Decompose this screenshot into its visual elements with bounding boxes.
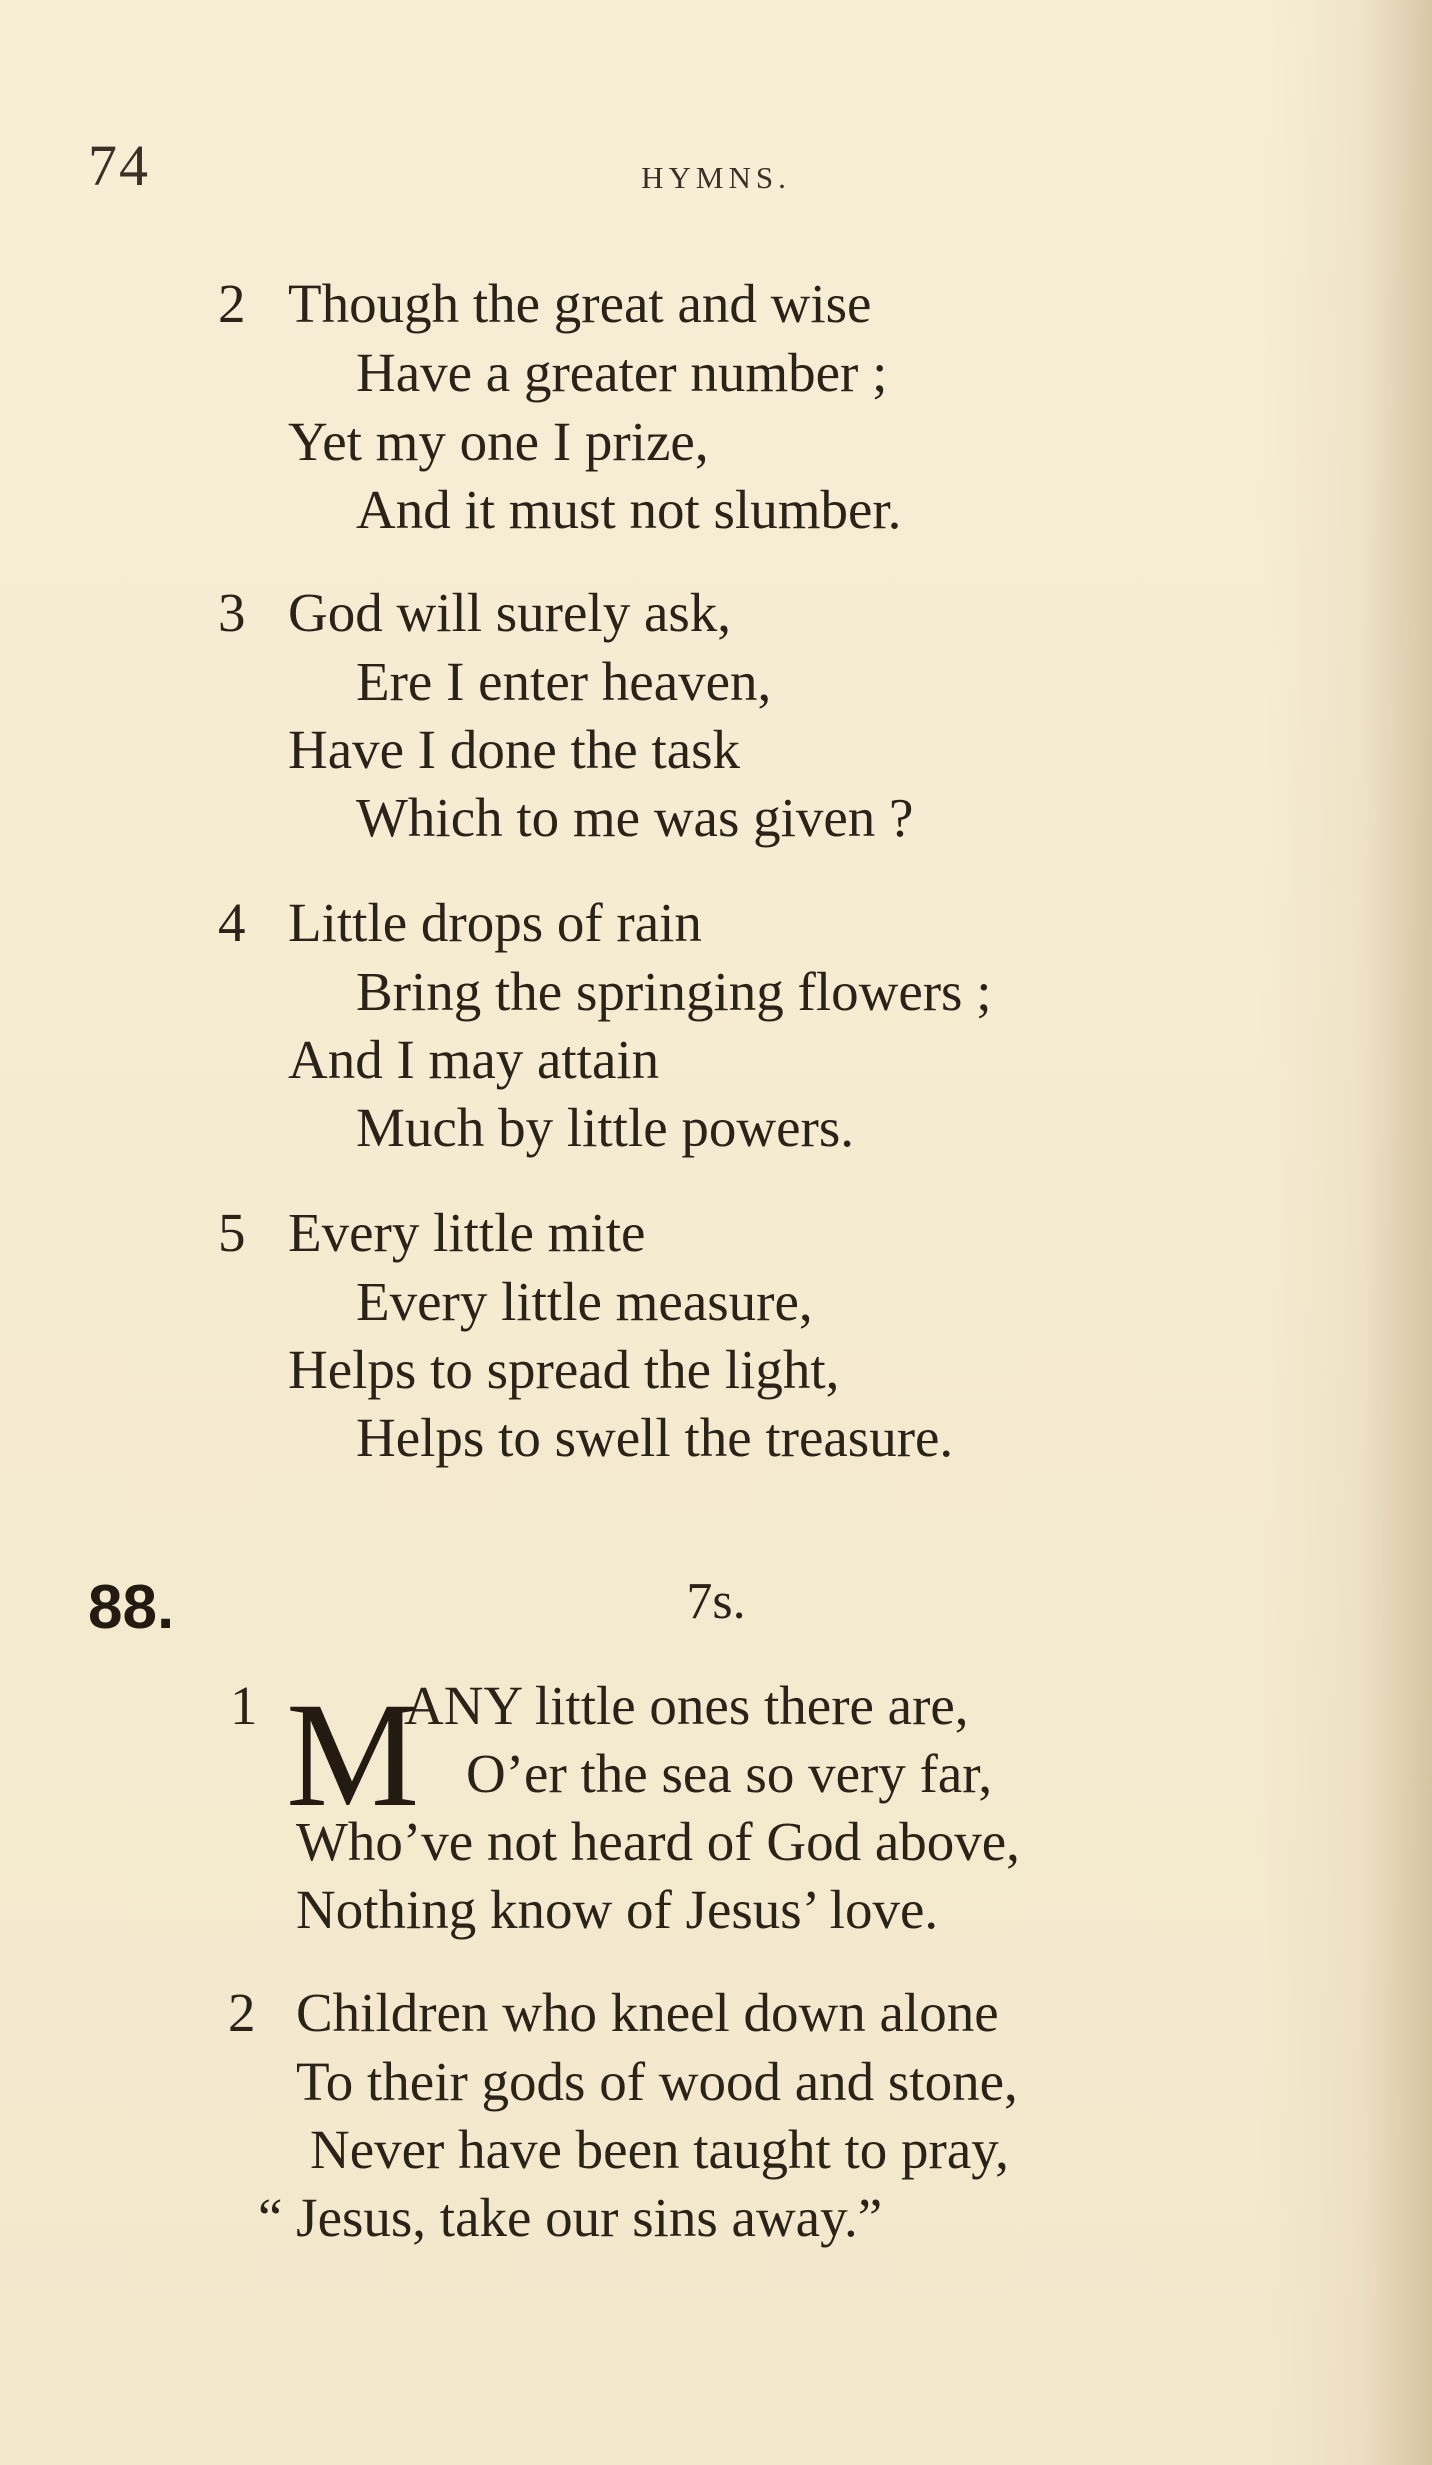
verse-line: Much by little powers.: [356, 1097, 854, 1158]
verse-line: Every little mite: [288, 1202, 646, 1263]
verse-line: Children who kneel down alone: [296, 1982, 999, 2043]
verse-line: Have I done the task: [288, 719, 741, 780]
verse-number: 2: [228, 1982, 256, 2043]
verse-line: Who’ve not heard of God above,: [296, 1811, 1020, 1872]
verse-line: Which to me was given ?: [356, 787, 914, 848]
verse-line: “ Jesus, take our sins away.”: [258, 2187, 883, 2248]
drop-cap: M: [286, 1672, 420, 1838]
verse-line: God will surely ask,: [288, 582, 732, 643]
verse-line: Though the great and wise: [288, 273, 872, 334]
verse-line: Nothing know of Jesus’ love.: [296, 1879, 939, 1940]
verse-number: 5: [218, 1202, 246, 1263]
verse-number: 2: [218, 273, 246, 334]
verse-line: Helps to swell the treasure.: [356, 1407, 954, 1468]
verse-line: And it must not slumber.: [356, 479, 902, 540]
hymn-number: 88.: [88, 1573, 175, 1642]
page-number: 74: [88, 133, 150, 198]
verse-line: Ere I enter heaven,: [356, 651, 772, 712]
running-head: HYMNS.: [641, 160, 791, 195]
verse-line: Every little measure,: [356, 1271, 813, 1332]
verse-number: 3: [218, 582, 246, 643]
verse-number: 4: [218, 892, 246, 953]
verse-line: Bring the springing flowers ;: [356, 961, 992, 1022]
verse-line: Helps to spread the light,: [288, 1339, 840, 1400]
verse-line: Have a greater number ;: [356, 342, 888, 403]
verse-line: Never have been taught to pray,: [310, 2119, 1009, 2180]
hymn-meter: 7s.: [686, 1573, 746, 1630]
verse-line: And I may attain: [288, 1029, 660, 1090]
verse-line: O’er the sea so very far,: [466, 1743, 993, 1804]
verse-line: ANY little ones there are,: [404, 1675, 969, 1736]
verse-line: Yet my one I prize,: [288, 411, 709, 472]
verse-line: To their gods of wood and stone,: [296, 2051, 1018, 2112]
verse-line: Little drops of rain: [288, 892, 702, 953]
page-edge-shadow: [1362, 0, 1432, 2465]
verse-number: 1: [230, 1675, 258, 1736]
